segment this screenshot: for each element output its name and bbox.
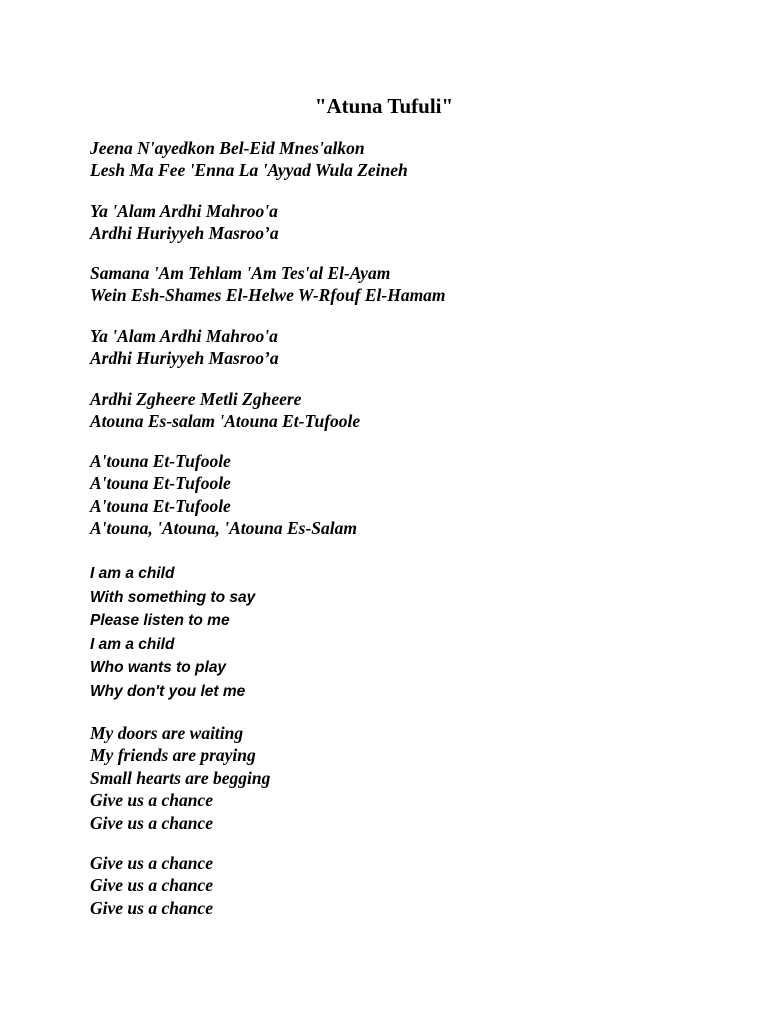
lyric-line: A'touna Et-Tufoole: [90, 473, 231, 494]
lyric-line: A'touna, 'Atouna, 'Atouna Es-Salam: [90, 518, 357, 539]
lyric-line: I am a child: [90, 635, 175, 653]
lyric-line: Give us a chance: [90, 875, 213, 896]
lyric-line: Jeena N'ayedkon Bel-Eid Mnes'alkon: [90, 138, 365, 158]
lyric-line: Wein Esh-Shames El-Helwe W-Rfouf El-Hamam: [90, 285, 446, 306]
lyric-line: My friends are praying: [90, 745, 256, 766]
stanza-4: [90, 325, 279, 370]
lyric-line: Lesh Ma Fee 'Enna La 'Ayyad Wula Zeineh: [90, 160, 408, 181]
lyric-line: Ya 'Alam Ardhi Mahroo'a: [90, 326, 278, 346]
lyric-line: Give us a chance: [90, 812, 213, 833]
lyric-line: A'touna Et-Tufoole: [90, 451, 231, 471]
lyric-line: Give us a chance: [90, 853, 213, 873]
lyric-line: With something to say: [90, 588, 256, 606]
lyric-line: Give us a chance: [90, 790, 213, 811]
lyric-line: Why don't you let me: [90, 682, 246, 700]
lyric-line: Ardhi Huriyyeh Masroo’a: [90, 348, 279, 369]
lyric-line: Please listen to me: [90, 612, 230, 630]
lyric-line: My doors are waiting: [90, 723, 244, 743]
lyric-line: Ardhi Zgheere Metli Zgheere: [90, 389, 302, 409]
lyric-line: A'touna Et-Tufoole: [90, 495, 231, 516]
stanza-1: [90, 137, 408, 182]
stanza-6: [90, 450, 357, 540]
stanza-5: [90, 388, 360, 433]
stanza-2: [90, 200, 279, 245]
stanza-9: [90, 852, 213, 919]
lyric-line: Who wants to play: [90, 659, 227, 677]
stanza-3: [90, 262, 446, 307]
stanza-7: [90, 562, 255, 704]
lyric-line: Give us a chance: [90, 897, 213, 918]
lyric-line: Small hearts are begging: [90, 767, 271, 788]
lyric-line: Ardhi Huriyyeh Masroo’a: [90, 223, 279, 244]
song-title: "Atuna Tufuli": [314, 94, 454, 118]
lyric-line: Ya 'Alam Ardhi Mahroo'a: [90, 201, 278, 221]
lyric-line: Atouna Es-salam 'Atouna Et-Tufoole: [90, 411, 361, 432]
stanza-8: [90, 722, 270, 834]
lyric-line: Samana 'Am Tehlam 'Am Tes'al El-Ayam: [90, 263, 391, 283]
lyric-line: I am a child: [90, 565, 175, 582]
